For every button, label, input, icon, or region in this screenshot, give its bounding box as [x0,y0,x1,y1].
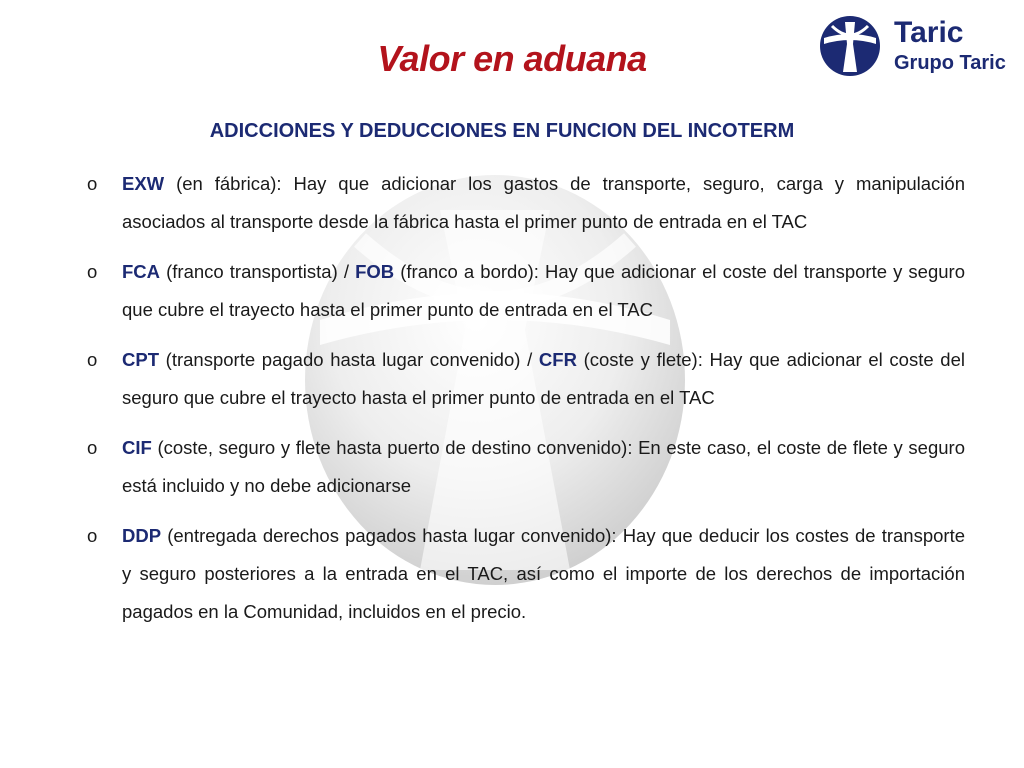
incoterm-code: CIF [122,437,152,458]
incoterm-code: EXW [122,173,165,194]
bullet-marker: o [87,173,98,194]
incoterm-code: FCA [122,261,161,282]
incoterm-code: DDP [122,525,162,546]
bullet-text: (franco a bordo): Hay que adicionar el coste del transporte y seguro que cubre el trayecto hasta el primer punto de entrada en el TAC [122,261,965,320]
bullet-text: (transporte pagado hasta lugar convenido) / [159,349,539,370]
logo-name: Taric [894,16,964,49]
section-subtitle: ADICCIONES Y DEDUCCIONES EN FUNCION DEL INCOTERM [209,120,795,142]
bullet-text: (coste, seguro y flete hasta puerto de destino convenido): En este caso, el coste de flete y seguro está incluido y no debe adicionarse [122,437,965,496]
list-item [87,517,965,631]
bullet-text: (en fábrica): Hay que adicionar los gastos de transporte, seguro, carga y manipulación asociados al transporte desde la fábrica hasta el primer punto de entrada en el TAC [122,173,965,232]
list-item [87,341,965,417]
incoterm-code: CPT [122,349,159,370]
bullet-marker: o [87,437,98,458]
page-title: Valor en aduana [377,38,647,79]
bullet-marker: o [87,349,98,370]
taric-globe-icon [818,14,882,78]
bullet-text: (franco transportista) / [160,261,356,282]
list-item [87,253,965,329]
list-item [87,165,965,241]
bullet-marker: o [87,261,98,282]
incoterm-code: FOB [355,261,395,282]
incoterm-bullet-list [87,165,965,643]
bullet-text: (coste y flete): Hay que adicionar el coste del seguro que cubre el trayecto hasta el primer punto de entrada en el TAC [122,349,965,408]
logo-subname: Grupo Taric [894,52,1006,74]
bullet-text: (entregada derechos pagados hasta lugar convenido): Hay que deducir los costes de transporte y seguro posteriores a la entrada en el TAC, así como el importe de los derechos de importación pagados en la Comunidad, incluidos en el precio. [122,525,965,622]
list-item [87,429,965,505]
incoterm-code: CFR [538,349,577,370]
bullet-marker: o [87,525,98,546]
taric-logo [818,14,1008,78]
